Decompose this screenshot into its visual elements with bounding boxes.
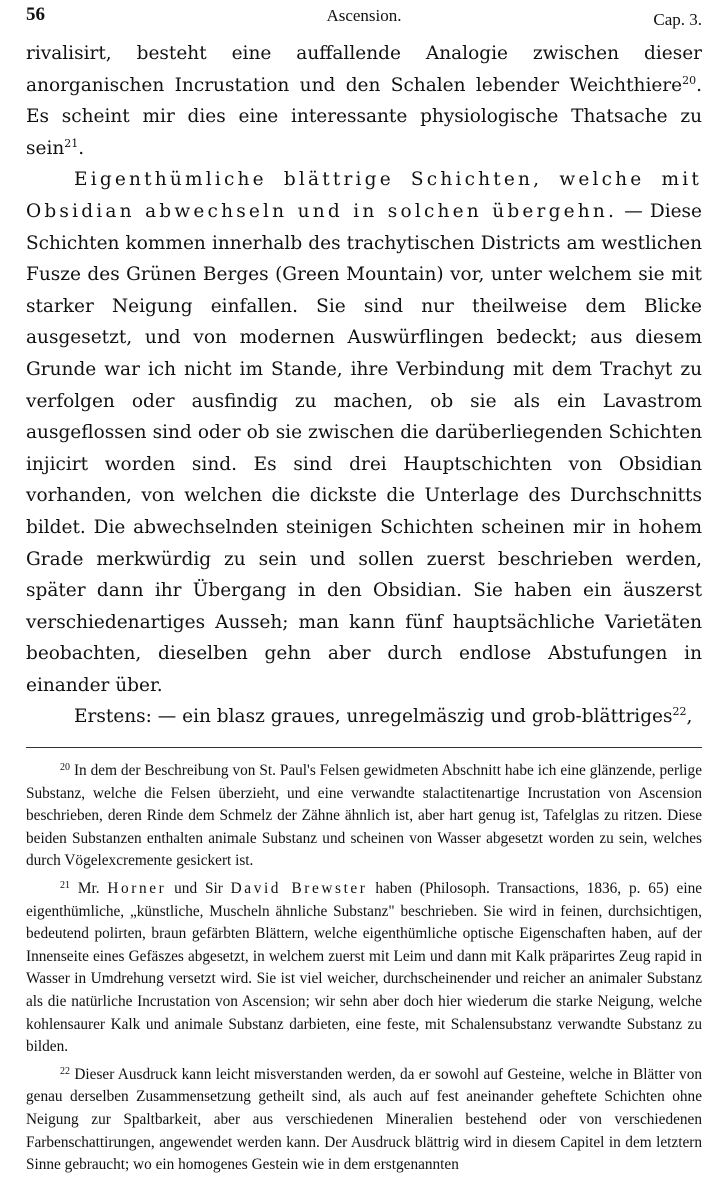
footnote-text: Mr. <box>77 880 108 898</box>
footnote-ref-21: 21 <box>64 136 79 150</box>
main-text <box>26 38 702 733</box>
footnote-number: 21 <box>60 880 70 892</box>
paragraph-3-end: , <box>686 706 693 728</box>
book-page <box>26 0 702 1200</box>
footnote-21 <box>26 878 702 1059</box>
footnote-text: Dieser Ausdruck kann leicht misverstanden werden, da er sowohl auf Gesteine, welche in Blätter von genau derselben Zusammensetzung getheilt sind, als auch auf fest aneinander geheftete Schichten ohne Neigung zur Spaltbarkeit, aber aus verschiedenen Mineralien bestehend oder von verschiedenen Farbenschattirungen, angewendet werden kann. Der Ausdruck blättrig wird in diesem Capitel in dem letztern Sinne gebraucht; wo ein homogenes Gestein wie in dem erstgenannten <box>26 1065 702 1174</box>
paragraph-3 <box>26 701 702 733</box>
footnote-ref-20: 20 <box>682 73 697 87</box>
paragraph-1-end: . <box>78 137 85 159</box>
footnotes <box>26 760 702 1177</box>
paragraph-2-text: — Diese Schichten kommen innerhalb des trachytischen Districts am westlichen Fusze des Grünen Berges (Green Mountain) vor, unter welchem sie mit starker Neigung einfallen. Sie sind nur theilweise dem Blicke ausgesetzt, und von modernen Auswürflingen bedeckt; aus diesem Grunde war ich nicht im Stande, ihre Verbindung mit dem Trachyt zu verfolgen oder ausfindig zu machen, ob sie als ein Lavastrom ausgeflossen sind oder ob sie zwischen die darüberliegenden Schichten injicirt worden sind. Es sind drei Hauptschichten von Obsidian vorhanden, von welchen die dickste die Unterlage des Durchschnitts bildet. Die abwechselnden steinigen Schichten scheinen mir in hohem Grade merkwürdig zu sein und sollen zuerst beschrieben werden, später dann ihr Übergang in den Obsidian. Sie haben ein äuszerst verschiedenartiges Ausseh; man kann fünf hauptsächliche Varietäten beobachten, dieselben gehn aber durch endlose Abstufungen in einander über. <box>26 200 702 696</box>
paragraph-1 <box>26 38 702 164</box>
running-head: Ascension. <box>326 6 402 25</box>
footnote-number: 20 <box>60 762 70 774</box>
page-number: 56 <box>26 4 45 25</box>
footnote-number: 22 <box>60 1065 70 1077</box>
footnote-text: In dem der Beschreibung von St. Paul's Felsen gewidmeten Abschnitt habe ich eine glänzende, perlige Substanz, welche die Felsen überzieht, und eine verwandte stalactitenartige Incrustation von Ascension beschrieben, deren Rinde dem Schmelz der Zähne ähnlich ist, aber hart genug ist, Tafelglas zu ritzen. Diese beiden Substanzen enthalten animale Substanz und scheinen von Wasser abgesetzt worden zu sein, welches durch Vögelexcremente gesickert ist. <box>26 762 702 870</box>
paragraph-2 <box>26 164 702 701</box>
footnote-divider <box>26 747 702 748</box>
chapter-label: Cap. 3. <box>653 10 702 29</box>
paragraph-3-text: Erstens: — ein blasz graues, unregelmäszig und grob-blättriges <box>74 706 673 728</box>
footnote-20 <box>26 760 702 873</box>
section-heading-spaced: Eigenthümliche blättrige Schichten, welche mit Obsidian abwechseln und in solchen übergehn. <box>26 169 702 222</box>
footnote-text: haben (Philosoph. Transactions, 1836, p. 65) eine eigenthümliche, „künstliche, Muscheln ähnliche Substanz" beschrieben. Sie wird in feinen, durchsichtigen, bedeutend polirten, braun gefärbten Blättern, welche eigenthümliche optische Eigenschaften haben, auf der Innenseite eines Gefäszes abgesetzt, in welchem zuerst mit Leim und dann mit Kalk präparirtes Zeug rapid in Wasser in Umdrehung versetzt wird. Sie ist viel weicher, durchscheinender und reicher an animaler Substanz als die natürliche Incrustation von Ascension; wir sehn aber doch hier wiederum die starke Neigung, welche kohlensaurer Kalk und animale Substanz darbieten, eine feste, mit Schalensubstanz verwandte Substanz zu bilden. <box>26 880 703 1056</box>
paragraph-1-text: rivalisirt, besteht eine auffallende Analogie zwischen dieser anorganischen Incrustation und den Schalen lebender Weichthiere <box>26 43 702 96</box>
footnote-text: und Sir <box>166 880 231 898</box>
paragraph-1-middle: . Es scheint mir dies eine interessante physiologische Thatsache zu sein <box>26 74 702 159</box>
footnote-22 <box>26 1064 702 1177</box>
footnote-ref-22: 22 <box>672 705 687 719</box>
author-name: David Brewster <box>230 880 368 898</box>
page-header <box>26 0 702 38</box>
author-name: Horner <box>107 880 167 898</box>
